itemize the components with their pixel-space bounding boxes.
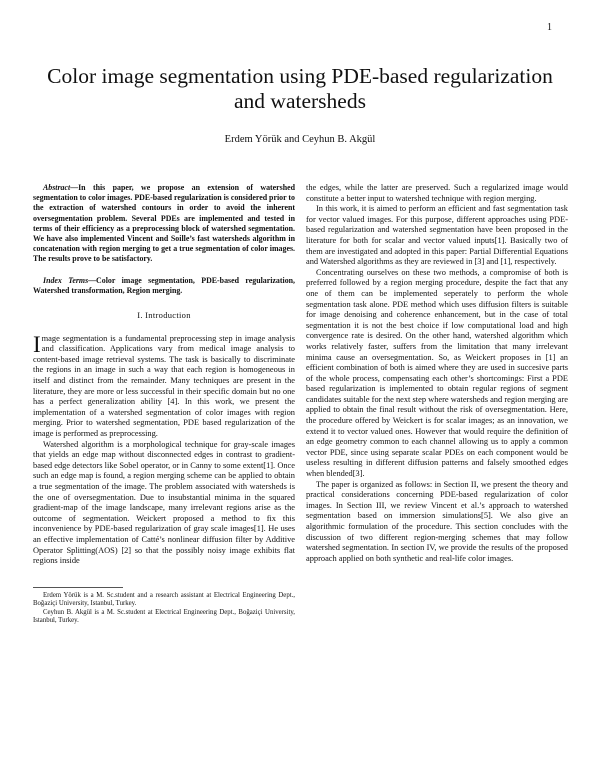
intro-paragraph-2: Watershed algorithm is a morphological technique for gray-scale images that yields an edge map without disconnected edges in contrast to gradient-based edge detectors like Sobel operator, or in Canny to some extent[1]. Once such an edge map is found, a region merging scheme can be applied to obtain a true segmentation of the image. The problem associated with watersheds is the one of oversegmentation. Due to insubstantial minima in the squared gradient-map of the image landscape, many irrelevant regions arise as the outcome of segmentation. Weickert proposed a method to fix this inconvenience by PDE-based regularization of gray scale images[1]. He uses an effective implementation of Catté’s nonlinear diffusion filter by Additive Operator Splitting(AOS) [2] so that the possibly noisy image exhibits flat regions inside — [33, 439, 295, 566]
paper-title: Color image segmentation using PDE-based regularization and watersheds — [47, 64, 553, 113]
right-column — [306, 183, 568, 564]
abstract — [33, 183, 295, 265]
footnote-author-2: Ceyhun B. Akgül is a M. Sc.student at Electrical Engineering Dept., Boğaziçi University, Istanbul, Turkey. — [33, 608, 295, 625]
index-terms-text: —Color image segmentation, PDE-based regularization, Watershed transformation, Region merging. — [33, 275, 295, 295]
right-paragraph-1: the edges, while the latter are preserved. Such a regularized image would constitute a better input to watershed technique with region merging. — [306, 183, 568, 203]
footnote-divider — [33, 587, 123, 588]
right-paragraph-3: Concentrating ourselves on these two methods, a compromise of both is preferred followed by a region merging procedure, despite the fact that any one of them can be implemented seperately to perform the whole segmentation task alone. PDE method which uses diffusion filters is suitable for image denoising and coherence enhancement, but in the case of total segmentation it is not the best choice if low computational load and high convergence rate is desired. On the other hand, watershed algorithm which works relatively faster, suffers from the limitation that many irrelevant minima cause an oversegmentation. So, as Weickert proposes in [1] an efficient combination of both is aimed where they are used in succesive parts of the whole process, compensating each other’s shortcomings: First a PDE based regularization is implemented to obtain regular regions of segment candidates suitable for the next step where watersheds and region merging are applied to obtain the final result without the risk of oversegmentation. Here, the procedure offered by Weickert is for scalar images; as an innovation, we extend it to vector valued ones. However that would require the definition of an edge geometry common to each channel allowing us to apply a common vector PDE, since using separate scalar PDEs on each component would be useless resulting in different diffusion patterns and falsely smoothed edges when blended[3]. — [306, 267, 568, 479]
section-heading-introduction: I. Introduction — [137, 310, 191, 321]
author-line: Erdem Yörük and Ceyhun B. Akgül — [224, 134, 376, 145]
footnote-author-1: Erdem Yörük is a M. Sc.student and a research assistant at Electrical Engineering Dept., Boğaziçi University, Istanbul, Turkey. — [33, 591, 295, 608]
right-paragraph-4: The paper is organized as follows: in Section II, we present the theory and practical considerations concerning PDE-based regularization of color images. In Section III, we review Vincent et al.’s approach to watershed segmentation based on immersion simulations[5]. We also give an algorithmic formulation of the procedure. This section concludes with the discussion of two different region-merging schemes that may follow watershed segmentation. In section IV, we provide the results of the proposed approach applied on both synthetic and real-life color images. — [306, 479, 568, 563]
drop-cap: I — [33, 331, 41, 357]
abstract-label: Abstract — [43, 183, 71, 192]
index-terms — [33, 276, 295, 296]
right-paragraph-2: In this work, it is aimed to perform an efficient and fast segmentation task for vector valued images. For this purpose, different approaches using PDE-based regularization and watershed segmentation have been proposed in the literature for both for scalar and vector valued inputs[1]. Basically two of them are investigated and adopted in this paper: Partial Differential Equations and Watershed algorithms as they are reviewed in [3] and [1], respectively. — [306, 204, 568, 267]
intro-paragraph-1-text: mage segmentation is a fundamental preprocessing step in image analysis and classification. Applications vary from medical image analysis to content-based image retrieval systems. The task is basically to discriminate the regions in an image in such a way that each region is homogeneous in itself and distinct from the remainder. Many techniques are present in the literature, they are more or less successful in their specific domain but no one has a perfect generalization ability [4]. In this work, we present the implementation of a watershed segmentation of color images with region merging. Prior to watershed segmentation, PDE based regularization of the image is performed as preprocessing. — [33, 333, 295, 438]
index-terms-label: Index Terms — [43, 275, 89, 285]
intro-paragraph-1 — [33, 331, 295, 440]
left-column — [33, 183, 295, 626]
page-number: 1 — [547, 22, 552, 33]
abstract-text: —In this paper, we propose an extension of watershed segmentation to color images. PDE-based regularization is considered prior to the extraction of watershed contours in order to avoid the inherent oversegmentation problem. Several PDEs are implemented and tested in terms of their efficiency as a preprocessing block of watershed segmentation. We have also implemented Vincent and Soille’s fast watersheds algorithm in concatenation with region merging to get a true segmentation of color images. The results prove to be satisfactory. — [33, 183, 295, 264]
